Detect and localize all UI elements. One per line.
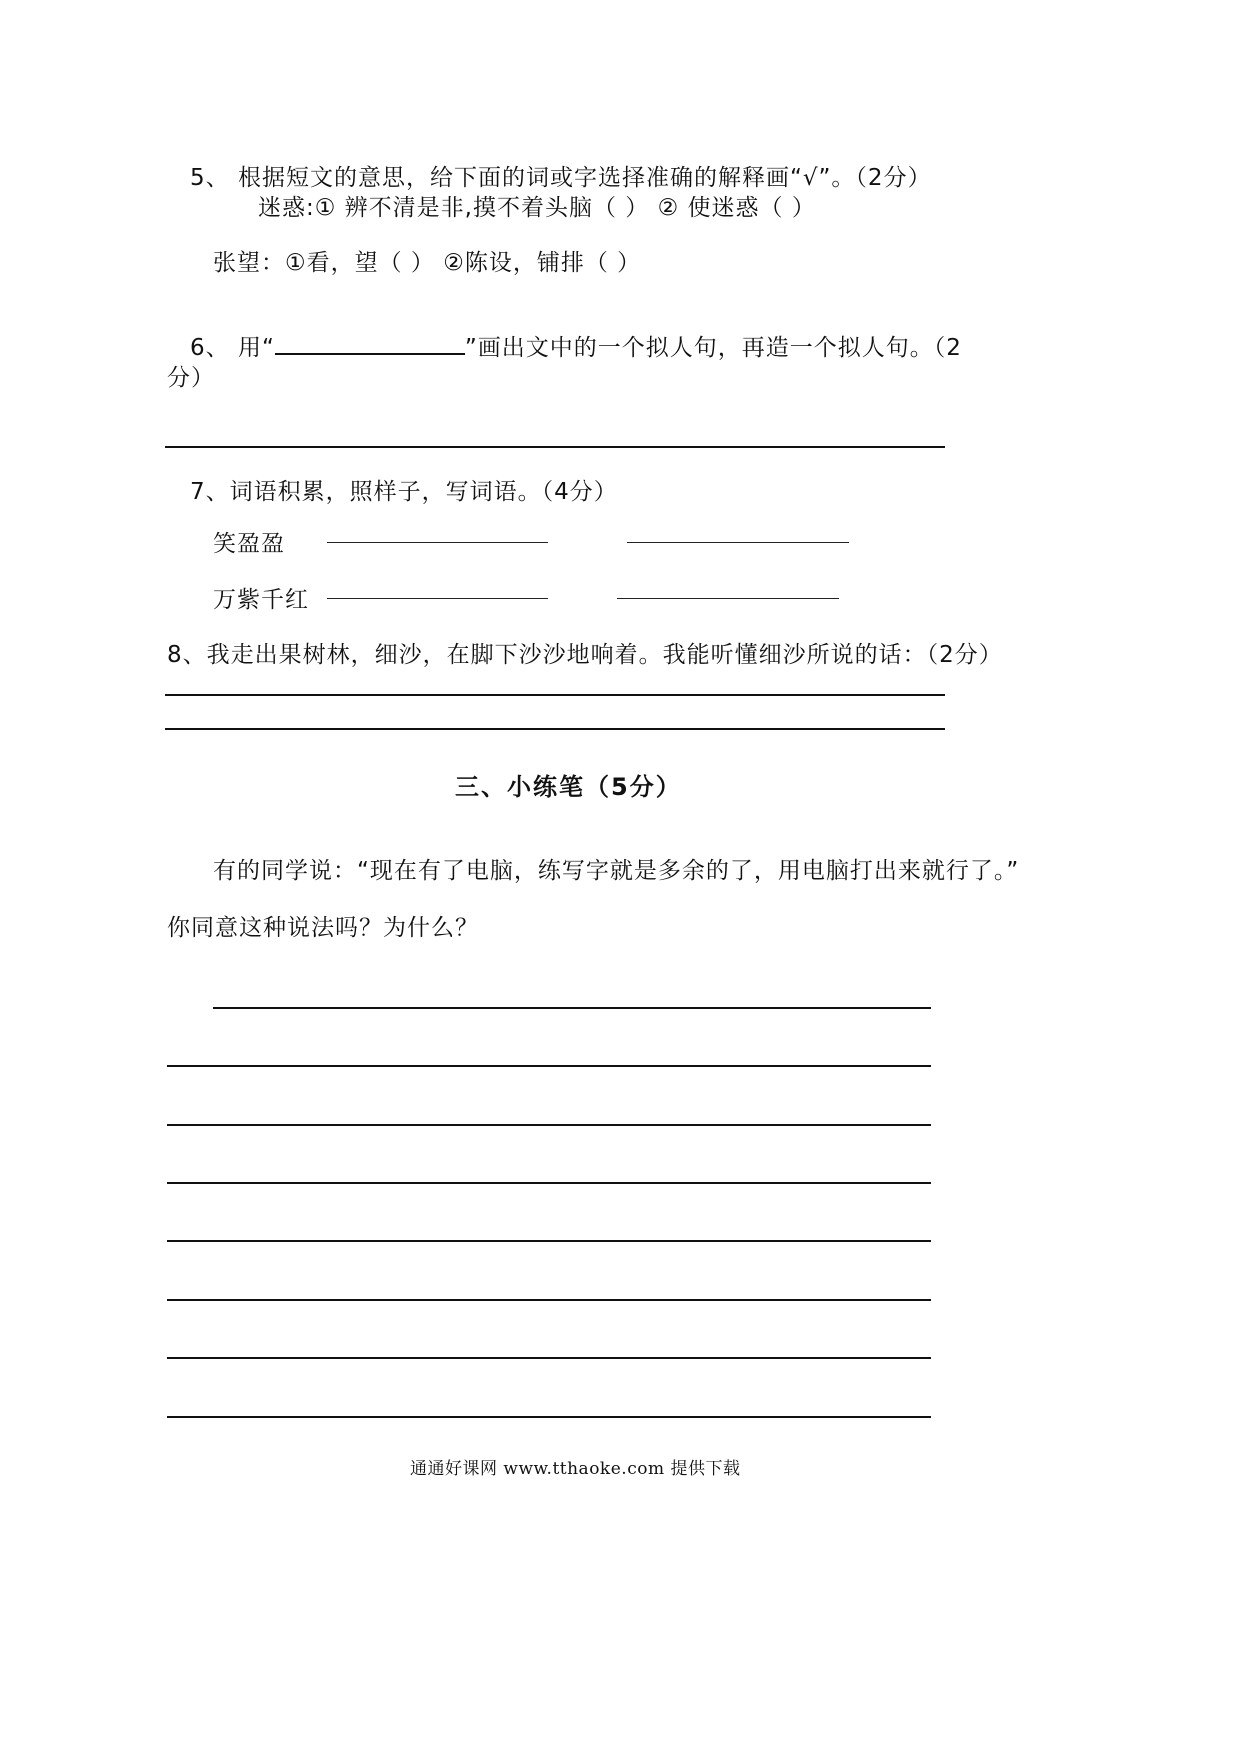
essay-line-1[interactable] [213, 1007, 931, 1009]
section3-heading: 三、小练笔（5分） [455, 773, 682, 801]
section3-prompt-line-1: 有的同学说：“现在有了电脑，练写字就是多余的了，用电脑打出来就行了。” [213, 858, 1020, 884]
q7-stem: 7、词语积累，照样子，写词语。（4分） [190, 479, 618, 505]
footer-credit: 通通好课网 www.tthaoke.com 提供下载 [410, 1459, 741, 1479]
q7-example-2: 万紫千红 [213, 587, 309, 613]
section3-prompt-line-2: 你同意这种说法吗？为什么？ [167, 915, 479, 941]
q5-option-line-2: 张望：①看，望（ ） ②陈设，铺排（ ） [213, 250, 642, 276]
q7-answer-line-1a[interactable] [327, 542, 548, 543]
q7-answer-line-2b[interactable] [617, 598, 839, 599]
q8-answer-line-2[interactable] [165, 728, 945, 730]
q7-answer-line-1b[interactable] [627, 542, 849, 543]
essay-line-4[interactable] [167, 1182, 931, 1184]
essay-line-2[interactable] [167, 1065, 931, 1067]
essay-line-5[interactable] [167, 1240, 931, 1242]
q8-answer-line-1[interactable] [165, 694, 945, 696]
essay-line-6[interactable] [167, 1299, 931, 1301]
essay-line-3[interactable] [167, 1124, 931, 1126]
q6-answer-line[interactable] [165, 446, 945, 448]
essay-line-7[interactable] [167, 1357, 931, 1359]
q5-option-line-1: 迷惑:① 辨不清是非,摸不着头脑（ ） ② 使迷惑（ ） [258, 195, 816, 221]
q6-stem-suffix: ”画出文中的一个拟人句，再造一个拟人句。（2 [464, 335, 962, 361]
essay-line-8[interactable] [167, 1416, 931, 1418]
q8-stem: 8、我走出果树林，细沙，在脚下沙沙地响着。我能听懂细沙所说的话：（2分） [167, 642, 1003, 668]
q7-answer-line-2a[interactable] [327, 598, 548, 599]
q5-stem: 5、 根据短文的意思，给下面的词或字选择准确的解释画“√”。（2分） [190, 165, 932, 191]
q6-stem-wrap: 分） [167, 365, 215, 391]
q6-stem-prefix: 6、 用“ [190, 335, 275, 361]
q6-stem [190, 333, 962, 363]
q6-underline-sample [275, 333, 465, 355]
q7-example-1: 笑盈盈 [213, 531, 285, 557]
